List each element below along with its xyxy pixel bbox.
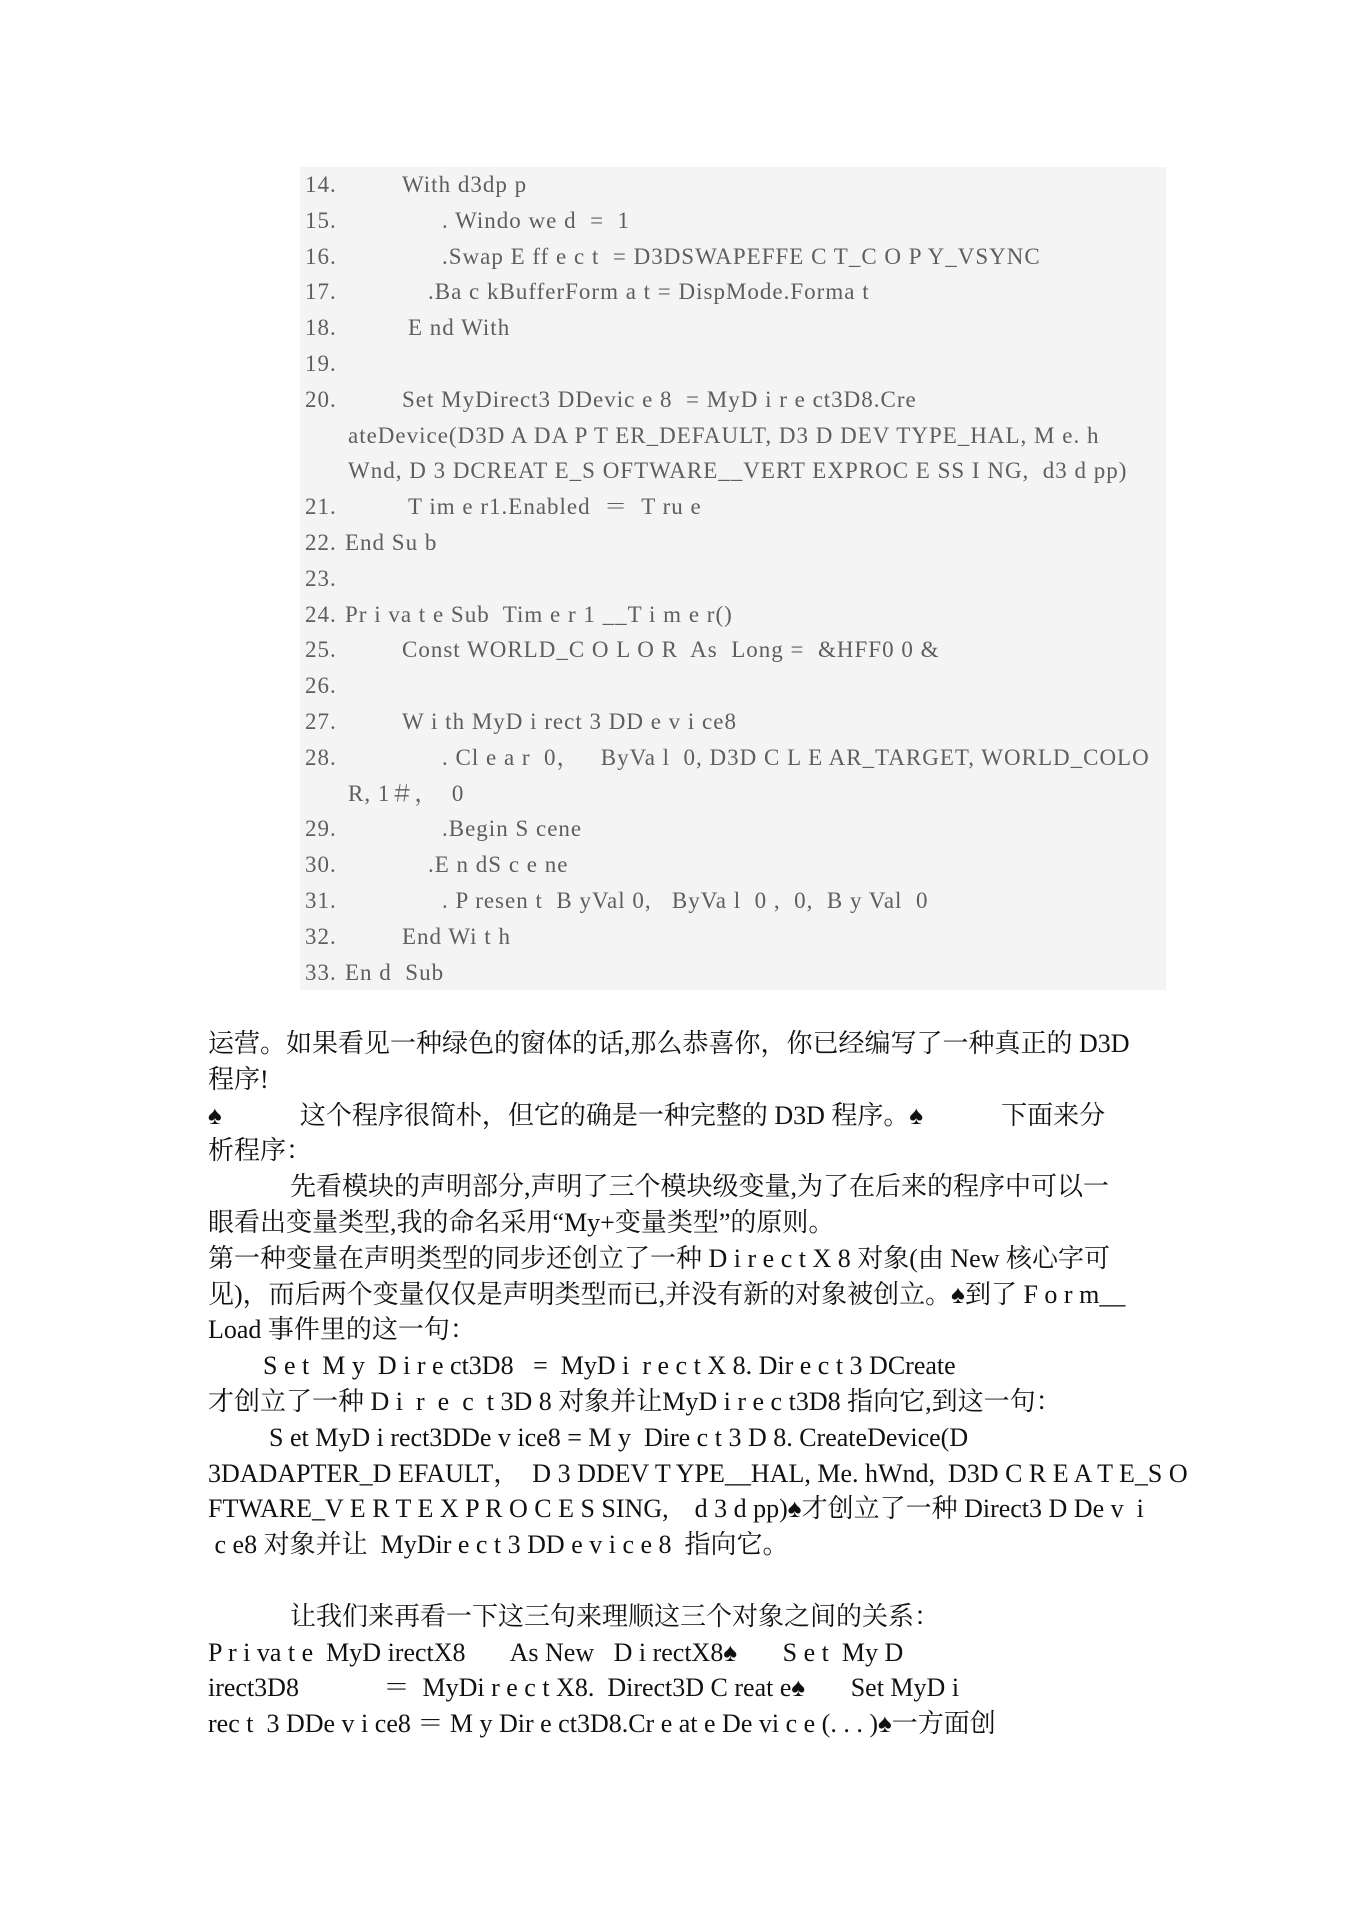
code-line [300,632,1166,668]
line-number: 17. [305,279,337,305]
paragraph-line: irect3D8 ＝ MyDi r e c t X8. Direct3D C reat e♠ Set MyD i [208,1673,960,1703]
code-text: End Wi t h [402,923,511,949]
line-number: 26. [305,673,337,699]
paragraph-line: 才创立了一种 D i r e c t 3D 8 对象并让MyD i r e c t3D8 指向它,到这一句： [208,1386,1062,1416]
line-number: 15. [305,207,337,233]
code-line [300,597,1166,633]
paragraph-line: 程序! [208,1064,269,1094]
line-number: 25. [305,637,337,663]
code-line [300,668,1166,704]
code-line [300,525,1166,561]
body-text [208,1026,1338,1742]
paragraph-line: 析程序： [208,1136,313,1166]
paragraph-line: 眼看出变量类型,我的命名采用“My+变量类型”的原则。 [208,1207,835,1237]
code-text: W i th MyD i rect 3 DD e v i ce8 [402,708,737,734]
code-text: Pr i va t e Sub Tim e r 1 __T i m e r() [345,601,733,627]
paragraph-line: 让我们来再看一下这三句来理顺这三个对象之间的关系： [290,1601,941,1631]
code-line-continuation [300,418,1166,454]
code-line-continuation [300,776,1166,812]
code-line [300,704,1166,740]
line-number: 14. [305,172,337,197]
code-line [300,167,1166,203]
paragraph-line: 运营。如果看见一种绿色的窗体的话,那么恭喜你，你已经编写了一种真正的 D3D [208,1029,1130,1058]
code-block [300,167,1166,990]
code-line-continuation [300,453,1166,489]
code-line [300,239,1166,275]
paragraph-line: P r i va t e MyD irectX8 As New D i rectX8♠ S e t My D [208,1637,904,1667]
line-number: 31. [305,887,337,913]
code-line [300,811,1166,847]
line-number: 33. [305,959,337,985]
code-text: . Windo we d = 1 [442,207,631,233]
code-line [300,740,1166,776]
code-text: ateDevice(D3D A DA P T ER_DEFAULT, D3 D DEV TYPE_HAL, M e. h [348,422,1100,448]
code-text: . Cl e a r 0， ByVa l 0, D3D C L E AR_TARGET, WORLD_COLO [442,744,1150,770]
paragraph-line: 先看模块的声明部分,声明了三个模块级变量,为了在后来的程序中可以一 [290,1172,1110,1202]
code-text: With d3dp p [402,172,528,197]
paragraph-line: c e8 对象并让 MyDir e c t 3 DD e v i c e 8 指向它。 [208,1530,789,1560]
line-number: 19. [305,350,337,376]
line-number: 27. [305,708,337,734]
code-text: Set MyDirect3 DDevic e 8 = MyD i r e ct3D8.Cre [402,386,917,412]
code-text: T im e r1.Enabled ＝ T ru e [408,494,702,520]
code-line [300,919,1166,955]
code-text: .Begin S cene [442,816,583,842]
paragraph-line: S e t M y D i r e ct3D8 = MyD i r e c t X 8. Dir e c t 3 DCreate [263,1351,956,1381]
code-text: E nd With [408,315,511,341]
paragraph-line [208,1563,1338,1599]
line-number: 23. [305,565,337,591]
paragraph-line: 第一种变量在声明类型的同步还创立了一种 D i r e c t X 8 对象(由 New 核心字可 [208,1243,1110,1273]
line-number: 28. [305,744,337,770]
line-number: 32. [305,923,337,949]
line-number: 21. [305,494,337,520]
code-line [300,310,1166,346]
code-text: R, 1＃， 0 [348,780,465,806]
paragraph-line: ♠ 这个程序很简朴，但它的确是一种完整的 D3D 程序。♠ 下面来分 [208,1100,1106,1130]
code-line [300,382,1166,418]
line-number: 18. [305,315,337,341]
code-line [300,274,1166,310]
code-line [300,847,1166,883]
code-line [300,883,1166,919]
paragraph-line: FTWARE_V E R T E X P R O C E S SING, d 3 d pp)♠才创立了一种 Direct3 D De v i [208,1494,1144,1524]
code-text: .Swap E ff e c t = D3DSWAPEFFE C T_C O P Y_VSYNC [442,243,1041,269]
line-number: 29. [305,816,337,842]
paragraph-line: rec t 3 DDe v i ce8 ＝ M y Dir e ct3D8.Cr e at e De vi c e (. . . )♠一方面创 [208,1709,996,1739]
line-number: 30. [305,852,337,878]
code-text: En d Sub [345,959,445,985]
code-text: . P resen t B yVal 0, ByVa l 0 , 0, B y Val 0 [442,887,929,913]
code-line [300,955,1166,991]
line-number: 22. [305,529,337,555]
paragraph-line: 3DADAPTER_D EFAULT， D 3 DDEV T YPE__HAL, Me. hWnd, D3D C R E A T E_S O [208,1458,1188,1488]
code-line [300,346,1166,382]
code-line [300,489,1166,525]
paragraph-line: Load 事件里的这一句： [208,1315,476,1345]
paragraph-line: 见)，而后两个变量仅仅是声明类型而已,并没有新的对象被创立。♠到了 F o r m__ [208,1279,1126,1309]
code-line [300,561,1166,597]
line-number: 16. [305,243,337,269]
line-number: 24. [305,601,337,627]
paragraph-line: S et MyD i rect3DDe v ice8 = M y Dire c t 3 D 8. CreateDevice(D [269,1422,969,1452]
code-text: .Ba c kBufferForm a t = DispMode.Forma t [428,279,870,305]
code-text: Wnd, D 3 DCREAT E_S OFTWARE__VERT EXPROC E SS I NG, d3 d pp) [348,458,1128,484]
code-line [300,203,1166,239]
line-number: 20. [305,386,337,412]
code-text: .E n dS c e ne [428,852,569,878]
code-text: Const WORLD_C O L O R As Long = &HFF0 0 & [402,637,940,663]
code-text: End Su b [345,529,438,555]
